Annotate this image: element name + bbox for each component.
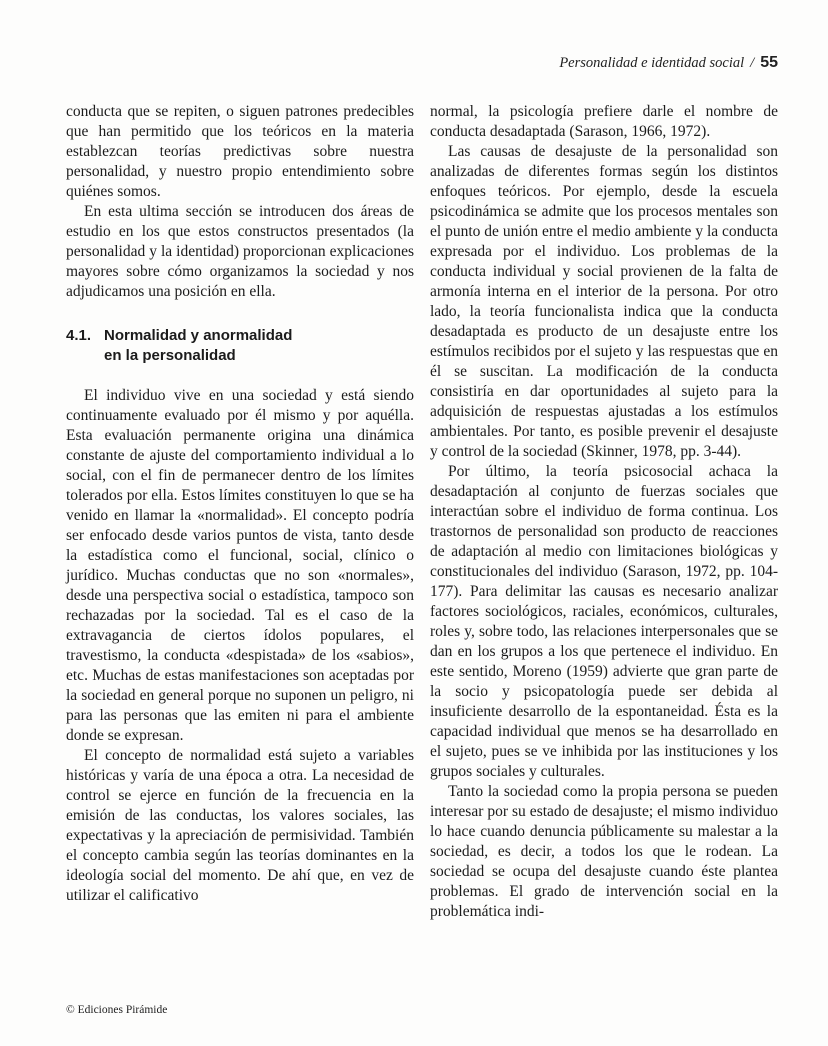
paragraph: conducta que se repiten, o siguen patrones predecibles que han permitido que los teóricos en la materia establezcan teorías predictivas sobre nuestra personalidad, y nuestro propio entendimiento sobre quiénes somos. bbox=[66, 103, 414, 200]
section-title-line2: en la personalidad bbox=[104, 347, 236, 364]
page-number: 55 bbox=[760, 54, 778, 71]
paragraph: normal, la psicología prefiere darle el nombre de conducta desadaptada (Sarason, 1966, 1972). bbox=[430, 103, 778, 140]
copyright-notice: © Ediciones Pirámide bbox=[66, 1004, 168, 1016]
paragraph: Tanto la sociedad como la propia persona se pueden interesar por su estado de desajuste; el mismo individuo lo hace cuando denuncia públicamente su malestar a la sociedad, es decir, a todos los que le rodean. La sociedad se ocupa del desajuste cuando éste plantea problemas. El grado de intervención social en la problemática indi- bbox=[430, 783, 778, 920]
header-separator: / bbox=[750, 55, 755, 71]
left-column bbox=[66, 102, 414, 922]
right-column bbox=[430, 102, 778, 922]
section-number: 4.1. bbox=[66, 327, 92, 344]
two-column-text bbox=[66, 102, 778, 922]
paragraph: Por último, la teoría psicosocial achaca la desadaptación al conjunto de fuerzas sociales que interactúan sobre el individuo de forma continua. Los trastornos de personalidad son producto de reacciones de adaptación al medio con limitaciones biológicas y constitucionales del individuo (Sarason, 1972, pp. 104-177). Para delimitar las causas es necesario analizar factores sociológicos, raciales, económicos, culturales, roles y, sobre todo, las relaciones interpersonales que se dan en los grupos a los que pertenece el individuo. En este sentido, Moreno (1959) advierte que gran parte de la socio y psicopatología puede ser debida al insuficiente desarrollo de la espontaneidad. Ésta es la capacidad individual que menos se ha desarrollado en el sujeto, pues se ve inhibida por las instituciones y los grupos sociales y culturales. bbox=[430, 463, 778, 780]
page-header bbox=[66, 54, 778, 72]
section-title-line1: Normalidad y anormalidad bbox=[104, 327, 293, 344]
paragraph: Las causas de desajuste de la personalidad son analizadas de diferentes formas según los distintos enfoques teóricos. Por ejemplo, desde la escuela psicodinámica se admite que los procesos mentales son el punto de unión entre el medio ambiente y la conducta expresada por el individuo. Los problemas de la conducta individual y social provienen de la falta de armonía interna en el interior de la persona. Por otro lado, la teoría funcionalista indica que la conducta desadaptada es producto de un desajuste entre los estímulos recibidos por el sujeto y las respuestas que en él se suscitan. La modificación de la conducta consistiría en dar oportunidades al sujeto para la adquisición de respuestas ajustadas a los estímulos ambientales. Por tanto, es posible prevenir el desajuste y control de la sociedad (Skinner, 1978, pp. 3-44). bbox=[430, 143, 778, 460]
paragraph: El concepto de normalidad está sujeto a variables históricas y varía de una época a otra. La necesidad de control se ejerce en función de la frecuencia en la emisión de las conductas, los valores sociales, las expectativas y la apreciación de permisividad. También el concepto cambia según las teorías dominantes en la ideología social del momento. De ahí que, en vez de utilizar el calificativo bbox=[66, 747, 414, 904]
paragraph: En esta ultima sección se introducen dos áreas de estudio en los que estos constructos presentados (la personalidad y la identidad) proporcionan explicaciones mayores sobre cómo organizamos la sociedad y nos adjudicamos una posición en ella. bbox=[66, 203, 414, 300]
running-title: Personalidad e identidad social bbox=[559, 55, 745, 71]
paragraph: El individuo vive en una sociedad y está siendo continuamente evaluado por él mismo y por aquélla. Esta evaluación permanente origina una dinámica constante de ajuste del comportamiento individual a lo social, con el fin de permanecer dentro de los límites tolerados por ella. Estos límites constituyen lo que se ha venido en llamar la «normalidad». El concepto podría ser enfocado desde varios puntos de vista, tanto desde la estadística como el funcional, social, clínico o jurídico. Muchas conductas que no son «normales», desde una perspectiva social o estadística, tampoco son rechazadas por la sociedad. Tal es el caso de la extravagancia de ciertos ídolos populares, el travestismo, la conducta «despistada» de los «sabios», etc. Muchas de estas manifestaciones son aceptadas por la sociedad en general porque no suponen un peligro, ni para las personas que las emiten ni para el ambiente donde se expresan. bbox=[66, 387, 414, 744]
section-title bbox=[104, 326, 292, 366]
page-footer bbox=[66, 1004, 167, 1016]
section-heading bbox=[66, 326, 414, 366]
